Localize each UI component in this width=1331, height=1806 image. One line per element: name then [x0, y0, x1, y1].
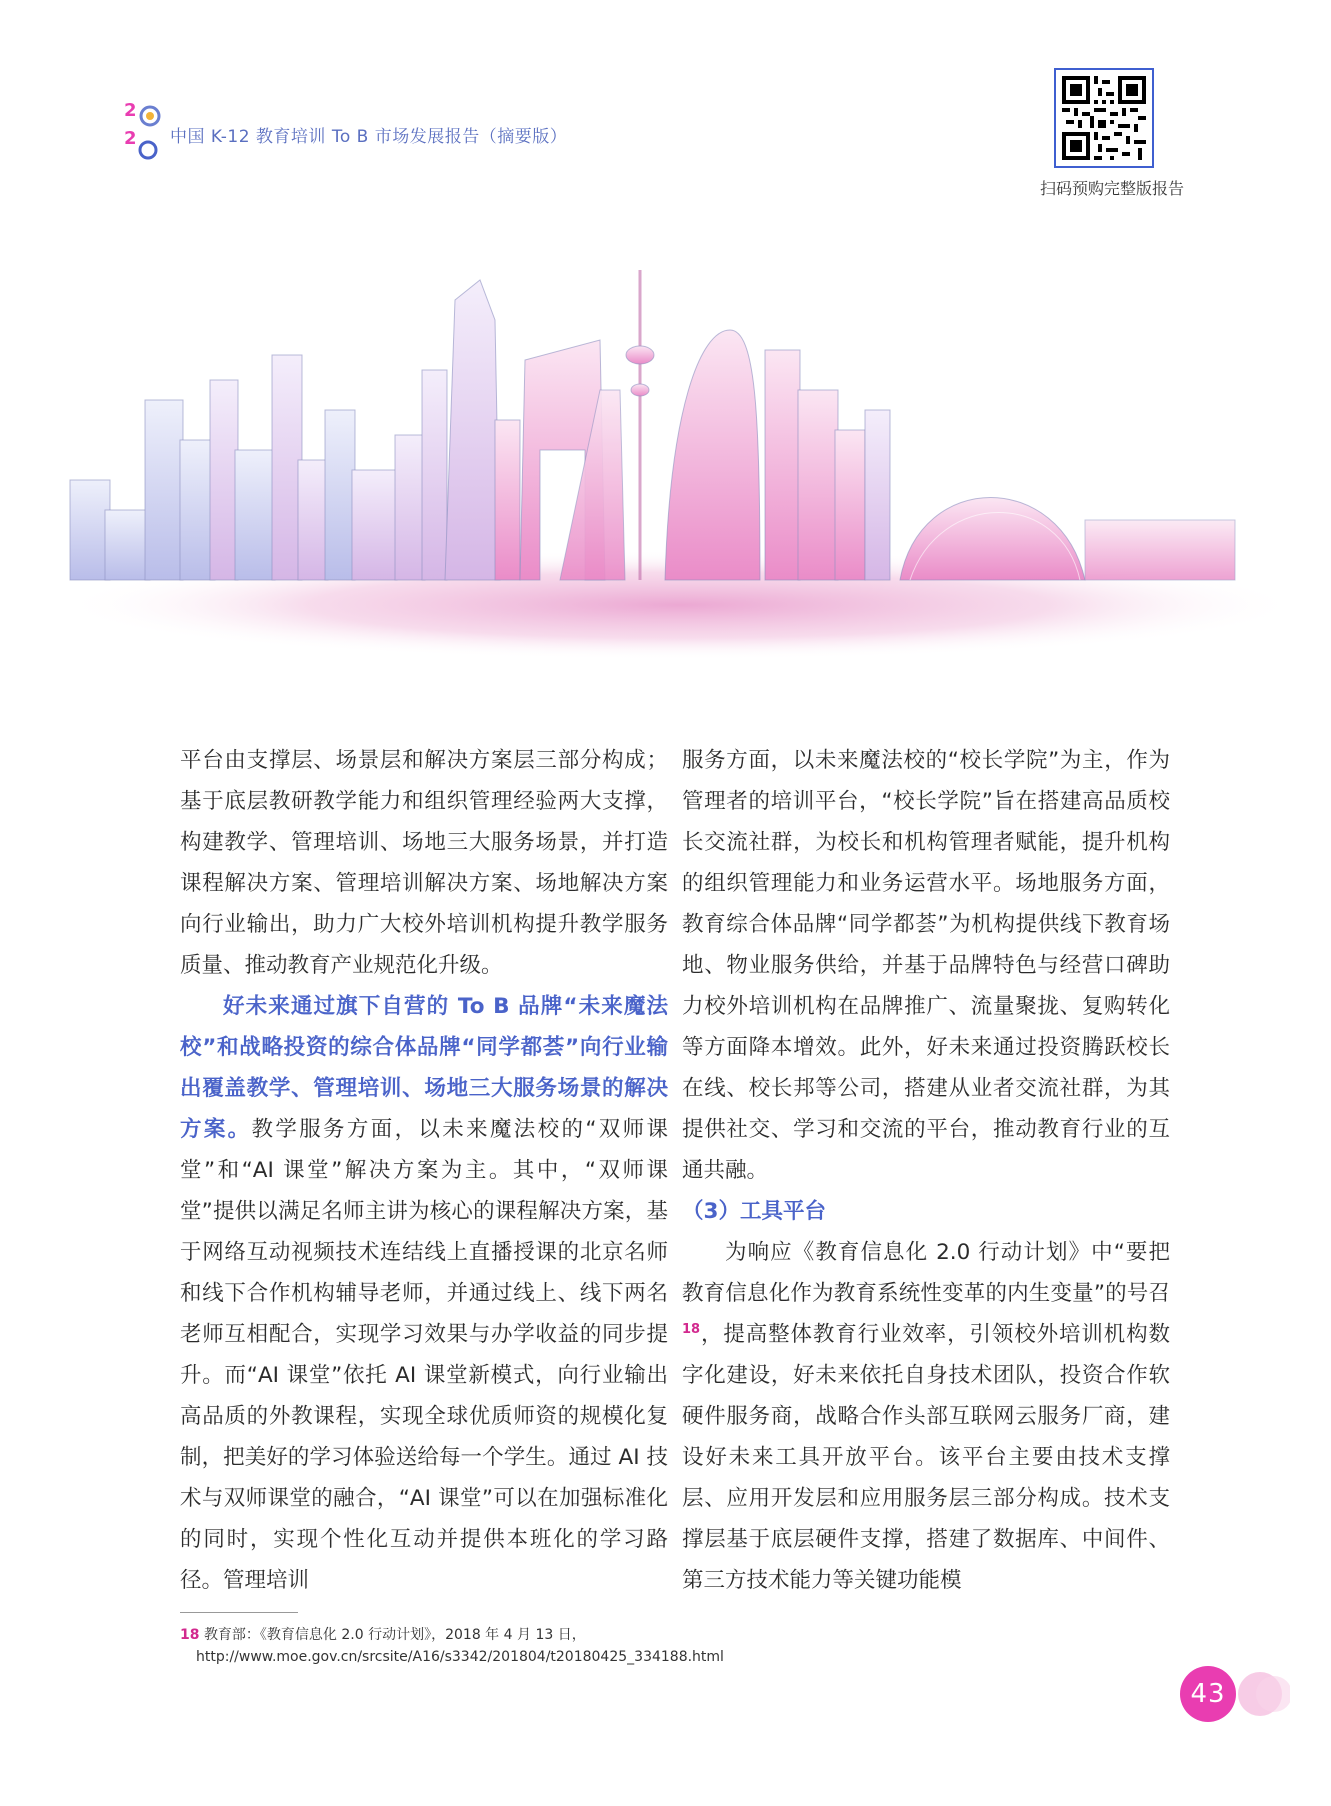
left-paragraph-1: 平台由支撑层、场景层和解决方案层三部分构成；基于底层教研教学能力和组织管理经验两大支撑，构建教学、管理培训、场地三大服务场景，并打造课程解决方案、管理培训解决方案、场地解决方案向行业输出，助力广大校外培训机构提升教学服务质量、推动教育产业规范化升级。: [180, 748, 668, 978]
page-number: 43: [1180, 1666, 1236, 1722]
section-subheading: （3）工具平台: [682, 1199, 826, 1224]
page-number-badge: [1180, 1666, 1290, 1722]
report-title: 中国 K-12 教育培训 To B 市场发展报告（摘要版）: [170, 127, 568, 147]
footnote-source: 教育部：《教育信息化 2.0 行动计划》，2018 年 4 月 13 日，: [203, 1627, 586, 1643]
right-paragraph-2: [682, 1232, 1170, 1601]
footnote-url[interactable]: http://www.moe.gov.cn/srcsite/A16/s3342/201804/t20180425_334188.html: [196, 1649, 724, 1665]
left-paragraph-2-body: 教学服务方面，以未来魔法校的“双师课堂”和“AI 课堂”解决方案为主。其中，“双师课堂”提供以满足名师主讲为核心的课程解决方案，基于网络互动视频技术连结线上直播授课的北京名师和线下合作机构辅导老师，并通过线上、线下两名老师互相配合，实现学习效果与办学收益的同步提升。而“AI 课堂”依托 AI 课堂新模式，向行业输出高品质的外教课程，实现全球优质师资的规模化复制，把美好的学习体验送给每一个学生。通过 AI 技术与双师课堂的融合，“AI 课堂”可以在加强标准化的同时，实现个性化互动并提供本班化的学习路径。管理培训: [180, 1117, 668, 1593]
svg-text:2: 2: [124, 100, 137, 121]
qr-code-icon: [1062, 76, 1146, 160]
right-paragraph-2-part1: 为响应《教育信息化 2.0 行动计划》中“要把教育信息化作为教育系统性变革的内生变量”的号召: [682, 1240, 1170, 1306]
city-skyline-illustration: [40, 260, 1290, 680]
report-year-logo: [122, 100, 166, 162]
qr-code[interactable]: [1054, 68, 1154, 168]
qr-caption: 扫码预购完整版报告: [1039, 179, 1184, 198]
footnote-ref[interactable]: 18: [682, 1321, 701, 1337]
left-column: [180, 740, 668, 1601]
right-paragraph-1: 服务方面，以未来魔法校的“校长学院”为主，作为管理者的培训平台，“校长学院”旨在搭建高品质校长交流社群，为校长和机构管理者赋能，提升机构的组织管理能力和业务运营水平。场地服务方面，教育综合体品牌“同学都荟”为机构提供线下教育场地、物业服务供给，并基于品牌特色与经营口碑助力校外培训机构在品牌推广、流量聚拢、复购转化等方面降本增效。此外，好未来通过投资腾跃校长在线、校长邦等公司，搭建从业者交流社群，为其提供社交、学习和交流的平台，推动教育行业的互通共融。: [682, 748, 1170, 1183]
right-column: [682, 740, 1170, 1601]
svg-text:2: 2: [124, 128, 137, 149]
left-paragraph-2-highlight: 好未来通过旗下自营的 To B 品牌“未来魔法校”和战略投资的综合体品牌“同学都荟”向行业输出覆盖教学、管理培训、场地三大服务场景的解决方案。: [180, 994, 668, 1142]
left-paragraph-2: [180, 986, 668, 1601]
footnote: [180, 1624, 724, 1668]
footnote-number: 18: [180, 1627, 200, 1643]
footnote-divider: [180, 1612, 298, 1613]
right-paragraph-2-part2: ，提高整体教育行业效率，引领校外培训机构数字化建设，好未来依托自身技术团队，投资合作软硬件服务商，战略合作头部互联网云服务厂商，建设好未来工具开放平台。该平台主要由技术支撑层、应用开发层和应用服务层三部分构成。技术支撑层基于底层硬件支撑，搭建了数据库、中间件、第三方技术能力等关键功能模: [682, 1322, 1170, 1593]
